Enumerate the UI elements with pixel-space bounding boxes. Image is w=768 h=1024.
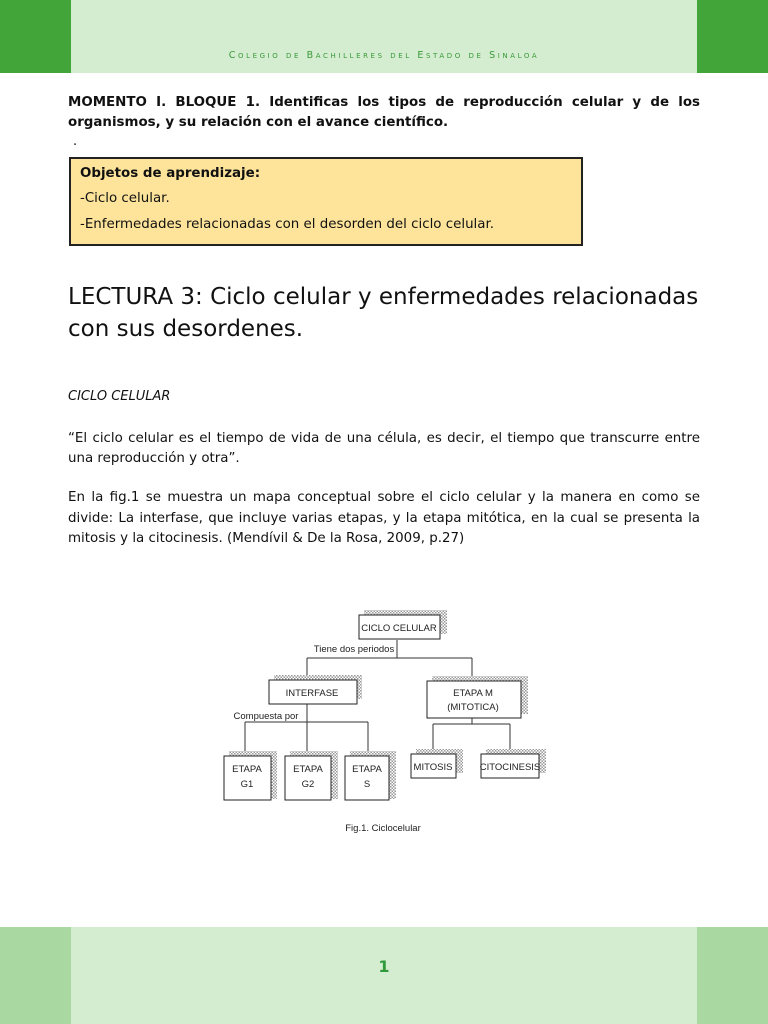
node-ciclo-celular bbox=[359, 610, 447, 639]
objective-item: -Enfermedades relacionadas con el desorden del ciclo celular. bbox=[80, 217, 495, 232]
footer-right-block bbox=[697, 927, 768, 1024]
link-label-tiene: Tiene dos periodos bbox=[313, 644, 395, 655]
node-label: G2 bbox=[301, 779, 315, 790]
node-label: ETAPA bbox=[293, 764, 323, 775]
node-label: INTERFASE bbox=[285, 688, 339, 699]
page-number: 1 bbox=[378, 957, 390, 976]
node-etapa-g2 bbox=[285, 751, 338, 800]
node-label: (MITOTICA) bbox=[447, 702, 499, 713]
node-label: G1 bbox=[240, 779, 254, 790]
node-label: CITOCINESIS bbox=[479, 762, 541, 773]
node-label: ETAPA bbox=[232, 764, 262, 775]
figure-caption-text: Fig.1. Ciclocelular bbox=[345, 823, 421, 834]
node-interfase bbox=[269, 675, 362, 704]
stray-dot: . bbox=[73, 134, 78, 149]
node-label: ETAPA M bbox=[453, 688, 493, 699]
node-label: S bbox=[363, 779, 371, 790]
paragraph-definition: “El ciclo celular es el tiempo de vida de una célula, es decir, el tiempo que transcurre entre una reproducción y otra”. bbox=[68, 431, 700, 466]
momento-heading: MOMENTO I. BLOQUE 1. Identificas los tipos de reproducción celular y de los organismos, y su relación con el avance científico. bbox=[68, 95, 700, 130]
header-left-block bbox=[0, 0, 71, 73]
node-citocinesis bbox=[480, 749, 546, 778]
page-footer bbox=[0, 927, 768, 1024]
reading-title: LECTURA 3: Ciclo celular y enfermedades relacionadas con sus desordenes. bbox=[68, 284, 699, 342]
node-etapa-m bbox=[427, 676, 528, 718]
cell-cycle-concept-map bbox=[210, 600, 560, 810]
section-heading: CICLO CELULAR bbox=[68, 389, 171, 404]
node-etapa-g1 bbox=[224, 751, 277, 800]
learning-objectives-box bbox=[69, 157, 583, 246]
node-label: ETAPA bbox=[352, 764, 382, 775]
header-right-block bbox=[697, 0, 768, 73]
link-label-compuesta: Compuesta por bbox=[233, 711, 299, 722]
objectives-heading: Objetos de aprendizaje: bbox=[80, 166, 261, 181]
figure-caption bbox=[0, 823, 768, 834]
node-label: MITOSIS bbox=[413, 762, 453, 773]
node-label: CICLO CELULAR bbox=[361, 623, 437, 634]
page-header bbox=[0, 0, 768, 73]
node-mitosis bbox=[411, 749, 463, 778]
header-title: Colegio de Bachilleres del Estado de Sinaloa bbox=[228, 50, 540, 61]
objective-item: -Ciclo celular. bbox=[80, 191, 170, 206]
paragraph-figure-intro: En la fig.1 se muestra un mapa conceptual sobre el ciclo celular y la manera en como se divide: La interfase, que incluye varias etapas, y la etapa mitótica, en la cual se presenta la mitosis y la citocinesis. (Mendívil & De la Rosa, 2009, p.27) bbox=[68, 490, 700, 546]
node-etapa-s bbox=[345, 751, 396, 800]
